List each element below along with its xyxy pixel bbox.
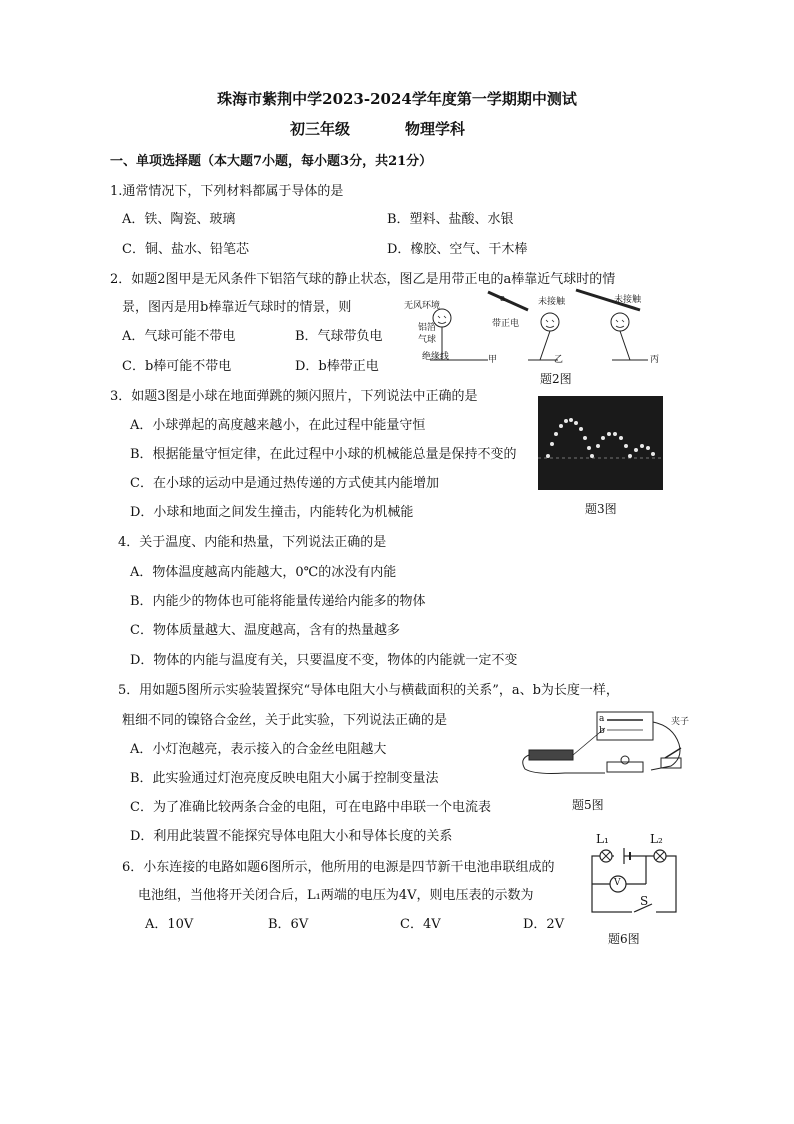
- fig2-label-bing: 丙: [650, 355, 660, 365]
- q5-stem-line1: 5．用如题5图所示实验装置探究“导体电阻大小与横截面积的关系”，a、b为长度一样，: [118, 683, 619, 698]
- grade-label: 初三年级: [290, 120, 351, 138]
- q6-option-a: A．10V: [145, 917, 194, 932]
- figure-5-apparatus: [515, 708, 695, 778]
- fig2-label-yi: 乙: [554, 355, 564, 365]
- q4-option-a: A．物体温度越高内能越大，0℃的冰没有内能: [130, 565, 397, 580]
- q6-stem-line1: 6．小东连接的电路如题6图所示，他所用的电源是四节新干电池串联组成的: [122, 860, 555, 875]
- q3-option-d: D．小球和地面之间发生撞击，内能转化为机械能: [130, 505, 414, 520]
- q2-option-c: C．b棒可能不带电: [122, 359, 232, 374]
- figure-6-circuit: [588, 832, 684, 920]
- q4-option-b: B．内能少的物体也可能将能量传递给内能多的物体: [130, 594, 426, 609]
- figure-2-caption: 题2图: [540, 372, 572, 386]
- fig5-label-b: b: [599, 726, 605, 736]
- q5-option-a: A．小灯泡越亮，表示接入的合金丝电阻越大: [130, 742, 387, 757]
- fig2-label-foil: 铝箔: [418, 323, 437, 333]
- q2-option-a: A．气球可能不带电: [122, 329, 236, 344]
- fig2-label-positive: 带正电: [492, 319, 520, 329]
- q3-option-c: C．在小球的运动中是通过热传递的方式使其内能增加: [130, 476, 439, 491]
- q1-option-b: B．塑料、盐酸、水银: [387, 212, 514, 227]
- q2-option-d: D．b棒带正电: [295, 359, 379, 374]
- fig5-label-a: a: [599, 714, 605, 724]
- subject-label: 物理学科: [405, 120, 466, 138]
- fig2-label-a: a: [500, 294, 506, 304]
- q6-stem-line2: 电池组，当他将开关闭合后，L₁两端的电压为4V，则电压表的示数为: [138, 888, 534, 903]
- q4-option-c: C．物体质量越大、温度越高，含有的热量越多: [130, 623, 400, 638]
- q3-option-a: A．小球弹起的高度越来越小，在此过程中能量守恒: [130, 418, 426, 433]
- q6-option-d: D．2V: [523, 917, 565, 932]
- q1-stem: 1.通常情况下，下列材料都属于导体的是: [110, 184, 344, 199]
- q5-stem-line2: 粗细不同的镍铬合金丝，关于此实验，下列说法正确的是: [122, 713, 448, 728]
- q3-stem: 3．如题3图是小球在地面弹跳的频闪照片，下列说法中正确的是: [110, 389, 478, 404]
- fig2-label-no-wind: 无风环境: [404, 301, 441, 311]
- q6-option-b: B．6V: [268, 917, 309, 932]
- fig2-label-jia: 甲: [488, 355, 498, 365]
- fig2-label-insulated-thread: 绝缘线: [422, 352, 450, 362]
- q1-option-a: A．铁、陶瓷、玻璃: [122, 212, 236, 227]
- section-heading: 一、单项选择题（本大题7小题，每小题3分，共21分）: [110, 154, 433, 169]
- figure-3-caption: 题3图: [585, 502, 617, 516]
- fig5-label-clip: 夹子: [671, 717, 690, 727]
- q5-option-d: D．利用此装置不能探究导体电阻大小和导体长度的关系: [130, 829, 453, 844]
- q2-option-b: B．气球带负电: [295, 329, 383, 344]
- q1-option-c: C．铜、盐水、铅笔芯: [122, 242, 249, 257]
- q2-stem-line2: 景，图丙是用b棒靠近气球时的情景，则: [122, 300, 352, 315]
- q6-option-c: C．4V: [400, 917, 441, 932]
- fig2-label-balloon: 气球: [418, 335, 437, 345]
- fig6-label-switch: S: [640, 894, 649, 908]
- exam-title: 珠海市紫荆中学2023-2024学年度第一学期期中测试: [217, 90, 577, 108]
- fig6-label-l2: L₂: [650, 832, 663, 846]
- q5-option-c: C．为了准确比较两条合金的电阻，可在电路中串联一个电流表: [130, 800, 491, 815]
- q3-option-b: B．根据能量守恒定律，在此过程中小球的机械能总量是保持不变的: [130, 447, 517, 462]
- figure-3-photo: [538, 396, 663, 490]
- fig6-label-voltmeter: V: [614, 878, 621, 888]
- q4-stem: 4．关于温度、内能和热量，下列说法正确的是: [118, 535, 387, 550]
- q4-option-d: D．物体的内能与温度有关，只要温度不变，物体的内能就一定不变: [130, 653, 518, 668]
- figure-2-balloons: [400, 286, 670, 370]
- q5-option-b: B．此实验通过灯泡亮度反映电阻大小属于控制变量法: [130, 771, 439, 786]
- q1-option-d: D．橡胶、空气、干木棒: [387, 242, 528, 257]
- q2-stem-line1: 2．如题2图甲是无风条件下铝箔气球的静止状态，图乙是用带正电的a棒靠近气球时的情: [110, 272, 616, 287]
- fig2-label-no-contact-1: 未接触: [538, 297, 566, 307]
- figure-6-caption: 题6图: [608, 932, 640, 946]
- fig2-label-no-contact-2: 未接触: [614, 295, 642, 305]
- fig6-label-l1: L₁: [596, 832, 609, 846]
- figure-5-caption: 题5图: [572, 798, 604, 812]
